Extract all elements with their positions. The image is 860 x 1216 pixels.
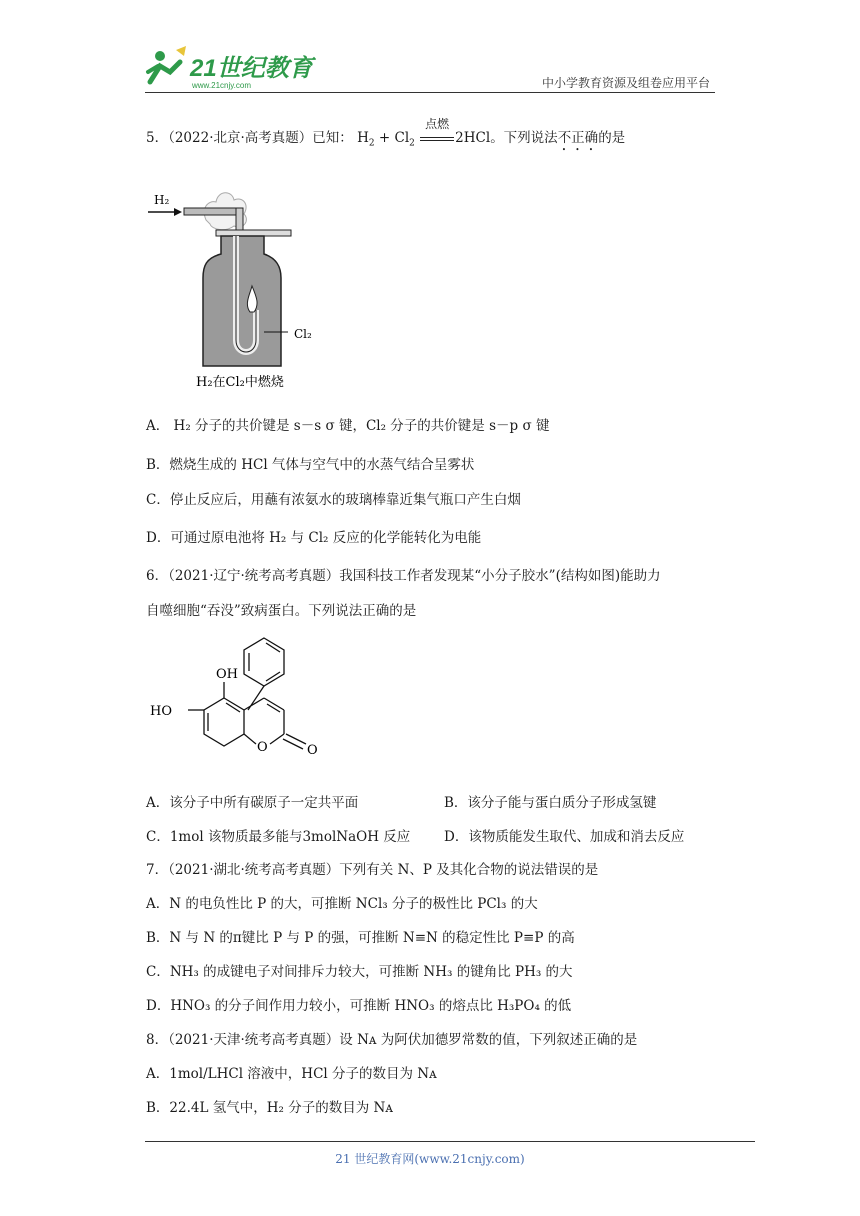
q6-oh-label: OH xyxy=(216,667,238,682)
q5-condition: 点燃 xyxy=(425,117,450,131)
q7-option-a: A．N 的电负性比 P 的大，可推断 NCl₃ 分子的极性比 PCl₃ 的大 xyxy=(146,896,538,912)
q6-ho-label: HO xyxy=(150,704,172,719)
q6-option-b: B．该分子能与蛋白质分子形成氢键 xyxy=(444,795,657,811)
q6-ring-o-label: O xyxy=(257,740,268,755)
q8-option-b: B．22.4L 氢气中，H₂ 分子的数目为 Nᴀ xyxy=(146,1100,393,1116)
q7-option-b: B．N 与 N 的π键比 P 与 P 的强，可推断 N≡N 的稳定性比 P≡P 的高 xyxy=(146,930,575,946)
q5-cl2-label: Cl₂ xyxy=(294,327,312,341)
arrow-icon xyxy=(174,208,182,216)
q8-stem: 8．（2021·天津·统考高考真题）设 Nᴀ 为阿伏加德罗常数的值，下列叙述正确的是 xyxy=(146,1032,638,1048)
site-logo xyxy=(140,42,320,92)
q5-option-d: D．可通过原电池将 H₂ 与 Cl₂ 反应的化学能转化为电能 xyxy=(146,530,482,546)
q6-carbonyl-o-label: O xyxy=(307,743,318,758)
q5-h2-label: H₂ xyxy=(154,193,170,207)
q6-stem-line1: 6．（2021·辽宁·统考高考真题）我国科技工作者发现某“小分子胶水”(结构如图)能助力 xyxy=(146,568,661,584)
q7-option-c: C．NH₃ 的成键电子对间排斥力较大，可推断 NH₃ 的键角比 PH₃ 的大 xyxy=(146,964,573,980)
runner-icon xyxy=(148,46,186,82)
svg-text:www.21cnjy.com: www.21cnjy.com xyxy=(192,81,251,90)
q6-option-c: C．1mol 该物质最多能与3molNaOH 反应 xyxy=(146,829,411,845)
q5-figure-caption: H₂在Cl₂中燃烧 xyxy=(196,375,284,390)
q7-stem: 7．（2021·湖北·统考高考真题）下列有关 N、P 及其化合物的说法错误的是 xyxy=(146,862,599,878)
q6-stem-line2: 自噬细胞“吞没”致病蛋白。下列说法正确的是 xyxy=(146,603,417,619)
q7-option-d: D．HNO₃ 的分子间作用力较小，可推断 HNO₃ 的熔点比 H₃PO₄ 的低 xyxy=(146,998,572,1014)
q6-option-d: D．该物质能发生取代、加成和消去反应 xyxy=(444,829,685,845)
svg-text:21世纪教育: 21世纪教育 xyxy=(190,55,313,82)
header-divider xyxy=(145,92,715,93)
footer-divider xyxy=(145,1141,755,1142)
q5-emphasis: 不正确 xyxy=(557,130,599,146)
q8-option-a: A．1mol/LHCl 溶液中，HCl 分子的数目为 Nᴀ xyxy=(146,1066,437,1082)
q5-option-a: A． H₂ 分子的共价键是 s－s σ 键，Cl₂ 分子的共价键是 s－p σ 键 xyxy=(146,418,550,434)
footer-link[interactable]: 21 世纪教育网(www.21cnjy.com) xyxy=(335,1152,525,1166)
q5-stem: 5．（2022·北京·高考真题）已知： $H_2 + Cl_2$ 点燃 2HCl。下列说法不正确的是 xyxy=(146,128,625,154)
q5-option-b: B．燃烧生成的 HCl 气体与空气中的水蒸气结合呈雾状 xyxy=(146,457,475,473)
q5-option-c: C．停止反应后，用蘸有浓氨水的玻璃棒靠近集气瓶口产生白烟 xyxy=(146,492,521,508)
q5-apparatus-figure xyxy=(146,180,312,400)
q6-option-a: A．该分子中所有碳原子一定共平面 xyxy=(146,795,359,811)
header-platform-name: 中小学教育资源及组卷应用平台 xyxy=(541,76,710,90)
q6-molecule-figure xyxy=(146,630,336,785)
